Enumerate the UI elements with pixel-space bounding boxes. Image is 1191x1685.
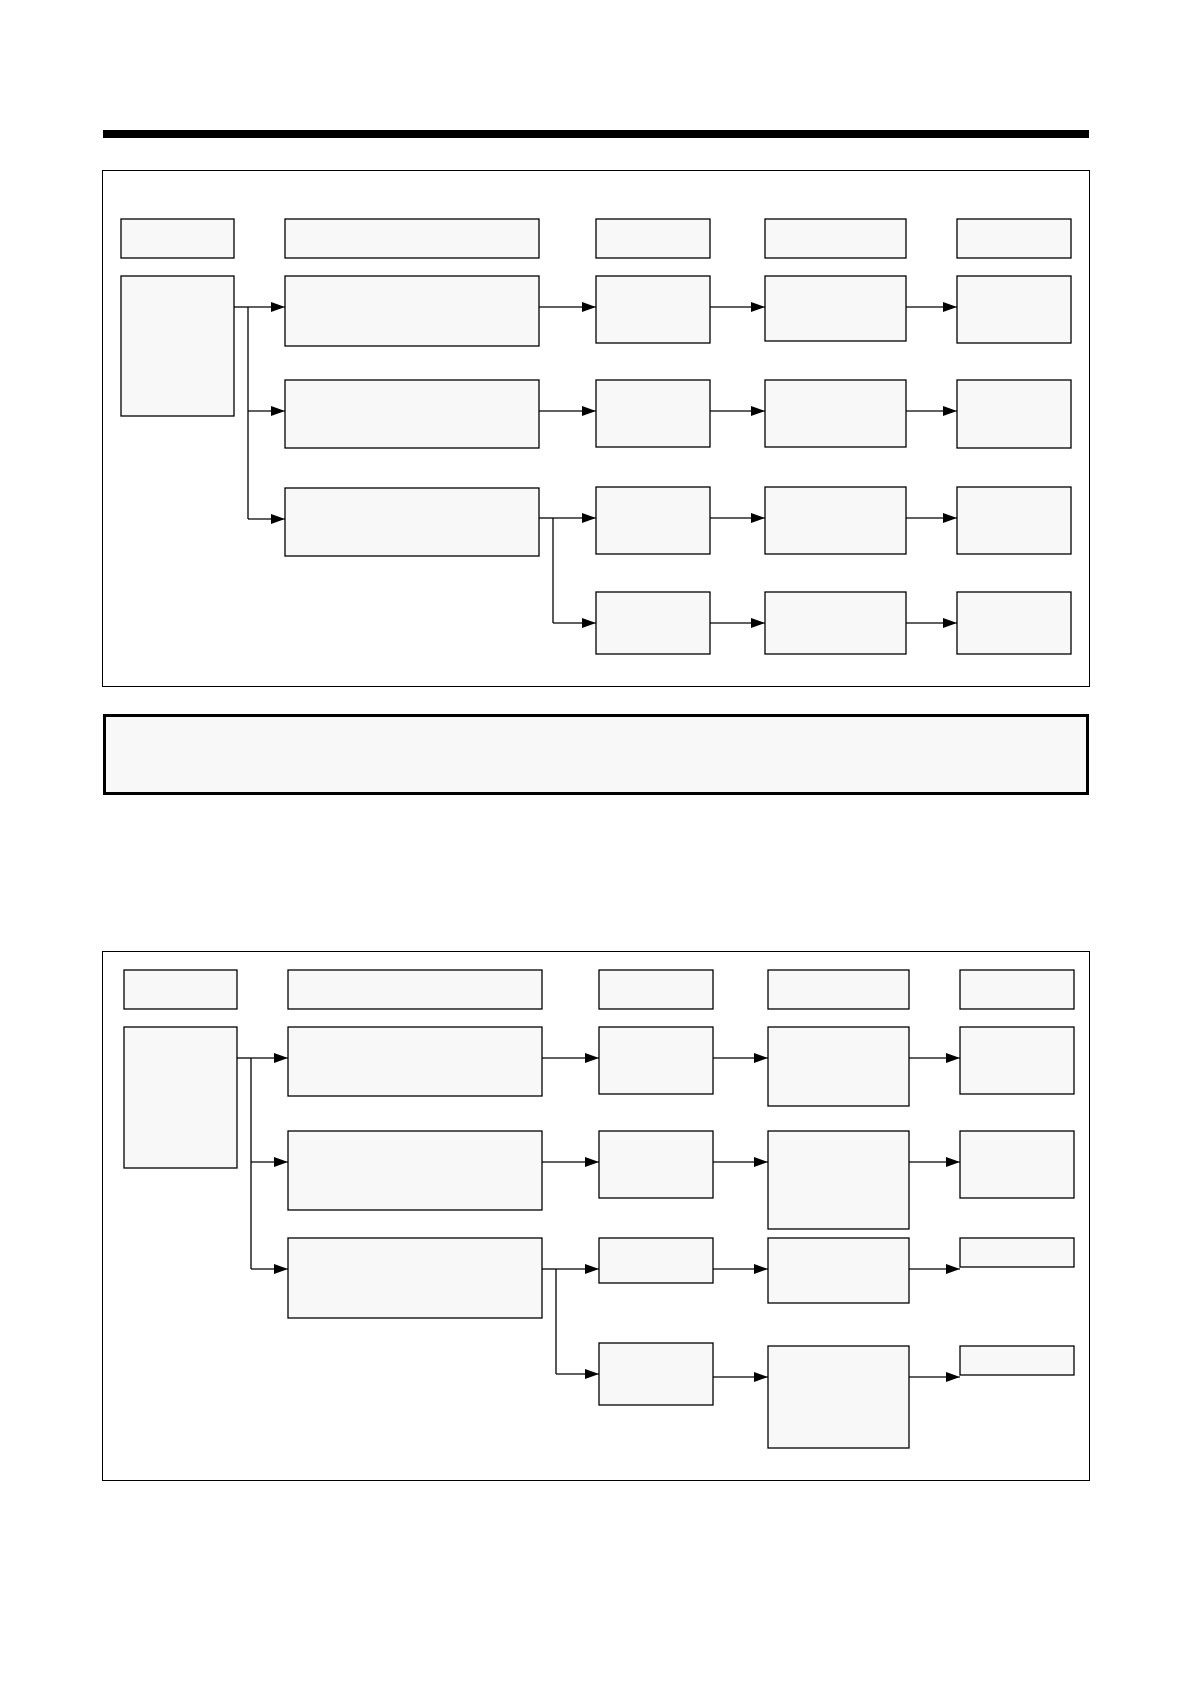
diagram-2-box-a2 <box>288 1131 542 1210</box>
node-box <box>765 380 906 447</box>
node-box <box>957 592 1071 654</box>
node-box <box>596 487 710 554</box>
arrow-head <box>582 406 596 416</box>
arrow-head <box>585 1369 599 1379</box>
node-box <box>768 1131 909 1229</box>
diagram-2-box-h1 <box>124 970 237 1009</box>
arrow-head <box>582 302 596 312</box>
diagram-1-box-b2 <box>596 380 710 447</box>
node-box <box>768 1346 909 1448</box>
diagram-2-box-src <box>124 1027 237 1168</box>
diagram-1-box-d4 <box>957 592 1071 654</box>
arrow-head <box>943 302 957 312</box>
column-header-box <box>596 219 710 258</box>
node-box <box>768 1238 909 1303</box>
node-box <box>957 380 1071 448</box>
arrow-head <box>943 618 957 628</box>
node-box <box>288 1131 542 1210</box>
arrow-head <box>582 618 596 628</box>
node-box <box>288 1027 542 1096</box>
diagram-1-box-h3 <box>596 219 710 258</box>
arrow-head <box>946 1157 960 1167</box>
diagram-2-box-a3 <box>288 1238 542 1318</box>
diagram-2-box-h3 <box>599 970 713 1009</box>
diagram-1-box-a1 <box>285 276 539 346</box>
node-box <box>285 488 539 556</box>
node-box <box>288 1238 542 1318</box>
diagram-2-box-c4 <box>768 1346 909 1448</box>
arrow-head <box>271 406 285 416</box>
column-header-box <box>288 970 542 1009</box>
diagram-2-box-c2 <box>768 1131 909 1229</box>
arrow-head <box>946 1264 960 1274</box>
node-box <box>960 1238 1074 1267</box>
column-header-box <box>599 970 713 1009</box>
diagram-2-box-d3 <box>960 1238 1074 1267</box>
diagram-2-box-b2 <box>599 1131 713 1198</box>
node-box <box>957 487 1071 554</box>
node-box <box>765 276 906 341</box>
arrow-head <box>946 1372 960 1382</box>
arrow-head <box>582 513 596 523</box>
diagram-2-box-c1 <box>768 1027 909 1106</box>
node-box <box>599 1238 713 1283</box>
arrow-head <box>751 302 765 312</box>
diagram-1-box-d3 <box>957 487 1071 554</box>
diagram-2-box-d1 <box>960 1027 1074 1094</box>
node-box <box>768 1027 909 1106</box>
arrow-head <box>274 1157 288 1167</box>
node-box <box>765 592 906 654</box>
diagram-1-box-b1 <box>596 276 710 343</box>
node-box <box>599 1131 713 1198</box>
column-header-box <box>121 219 234 258</box>
node-box <box>599 1343 713 1405</box>
diagram-1-box-c2 <box>765 380 906 447</box>
arrow-head <box>274 1053 288 1063</box>
arrow-head <box>274 1264 288 1274</box>
diagram-2-box-h4 <box>768 970 909 1009</box>
arrow-head <box>754 1264 768 1274</box>
column-header-box <box>285 219 539 258</box>
diagram-1-box-h5 <box>957 219 1071 258</box>
arrow-head <box>943 513 957 523</box>
arrow-head <box>751 406 765 416</box>
diagram-2-box-d2 <box>960 1131 1074 1198</box>
arrow-head <box>271 302 285 312</box>
diagram-2-box-b3 <box>599 1238 713 1283</box>
diagram-1 <box>121 219 1071 654</box>
node-box <box>596 276 710 343</box>
node-box <box>285 380 539 448</box>
column-header-box <box>765 219 906 258</box>
arrow-head <box>943 406 957 416</box>
node-box <box>596 592 710 654</box>
arrow-head <box>585 1157 599 1167</box>
diagram-2-box-a1 <box>288 1027 542 1096</box>
arrow-head <box>754 1372 768 1382</box>
diagram-2-box-d4 <box>960 1346 1074 1375</box>
diagram-1-box-c1 <box>765 276 906 341</box>
diagram-1-box-src <box>121 276 234 416</box>
diagram-1-box-b4 <box>596 592 710 654</box>
diagram-1-box-b3 <box>596 487 710 554</box>
diagram-2-box-h5 <box>960 970 1074 1009</box>
node-box <box>765 487 906 554</box>
diagram-2-box-b1 <box>599 1027 713 1094</box>
arrow-head <box>271 514 285 524</box>
diagram-1-box-c4 <box>765 592 906 654</box>
column-header-box <box>957 219 1071 258</box>
arrow-head <box>751 618 765 628</box>
diagram-1-box-c3 <box>765 487 906 554</box>
node-box <box>121 276 234 416</box>
diagram-1-box-a3 <box>285 488 539 556</box>
node-box <box>124 1027 237 1168</box>
node-box <box>960 1131 1074 1198</box>
diagram-2-box-c3 <box>768 1238 909 1303</box>
arrow-head <box>585 1053 599 1063</box>
diagram-1-box-a2 <box>285 380 539 448</box>
node-box <box>285 276 539 346</box>
arrow-head <box>754 1157 768 1167</box>
diagram-2-box-b4 <box>599 1343 713 1405</box>
node-box <box>957 276 1071 343</box>
diagram-2 <box>124 970 1074 1448</box>
column-header-box <box>960 970 1074 1009</box>
node-box <box>960 1027 1074 1094</box>
column-header-box <box>124 970 237 1009</box>
diagram-1-box-h4 <box>765 219 906 258</box>
diagram-1-box-d2 <box>957 380 1071 448</box>
node-box <box>599 1027 713 1094</box>
node-box <box>596 380 710 447</box>
arrow-head <box>946 1053 960 1063</box>
arrow-head <box>751 513 765 523</box>
arrow-head <box>754 1053 768 1063</box>
column-header-box <box>768 970 909 1009</box>
diagram-1-box-d1 <box>957 276 1071 343</box>
diagram-2-box-h2 <box>288 970 542 1009</box>
diagram-1-box-h2 <box>285 219 539 258</box>
node-box <box>960 1346 1074 1375</box>
diagram-1-box-h1 <box>121 219 234 258</box>
arrow-head <box>585 1264 599 1274</box>
